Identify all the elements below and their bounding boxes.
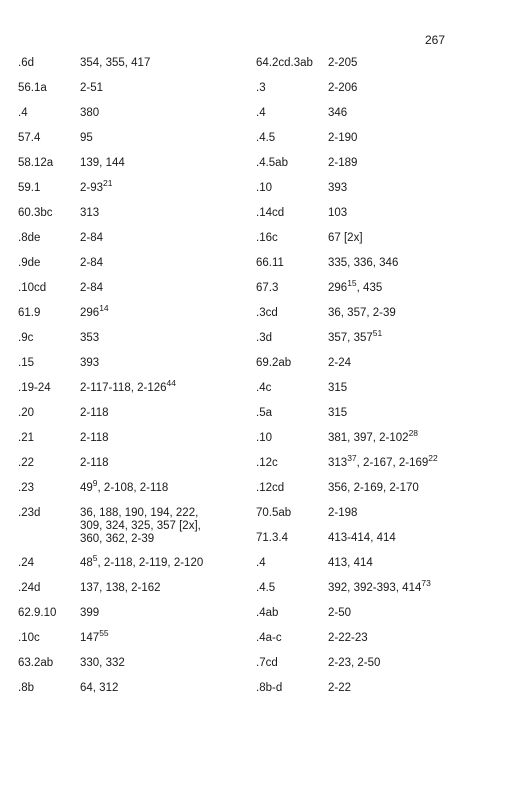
index-key: .3 — [256, 82, 266, 94]
index-references: 354, 355, 417 — [80, 57, 151, 69]
index-references: 36, 188, 190, 194, 222, 309, 324, 325, 357 [2x], 360, 362, 2-39 — [80, 507, 201, 545]
index-entry — [18, 257, 258, 282]
index-references: 2-84 — [80, 282, 104, 294]
index-key: .4ab — [256, 607, 279, 619]
right-index-column — [256, 57, 496, 707]
index-key: .4 — [256, 557, 266, 569]
index-references: 2-190 — [328, 132, 358, 144]
footnote-marker: 5 — [92, 553, 98, 563]
index-entry — [18, 682, 258, 707]
index-entry — [18, 628, 258, 657]
index-key: .4 — [18, 107, 28, 119]
index-references: 2-118 — [80, 407, 109, 419]
index-references: 357, $357^{51}$ — [328, 328, 383, 344]
footnote-marker: 51 — [372, 328, 383, 338]
index-key: .3cd — [256, 307, 278, 319]
index-references: $49^9$, 2-108, 2-118 — [80, 478, 169, 494]
index-entry — [256, 407, 496, 432]
index-entry — [18, 457, 258, 482]
footnote-marker: 15 — [347, 278, 357, 288]
index-references: 2-117-118, $2-126^{44}$ — [80, 378, 176, 394]
index-references: 2-118 — [80, 457, 109, 469]
index-entry — [18, 232, 258, 257]
index-entry — [18, 478, 258, 507]
index-entry — [256, 207, 496, 232]
index-key: 61.9 — [18, 307, 41, 319]
page-number: 267 — [425, 33, 446, 47]
index-references: 137, 138, 2-162 — [80, 582, 161, 594]
footnote-marker: 21 — [103, 178, 113, 188]
index-entry — [256, 632, 496, 657]
index-entry — [18, 57, 258, 82]
index-key: 69.2ab — [256, 357, 292, 369]
index-references: 2-23, 2-50 — [328, 657, 381, 669]
index-references: 313 — [80, 207, 100, 219]
index-entry — [256, 82, 496, 107]
index-entry — [18, 282, 258, 307]
index-references: 393 — [328, 182, 348, 194]
index-entry — [256, 257, 496, 282]
index-references: 2-22 — [328, 682, 352, 694]
index-references: 67 [2x] — [328, 232, 363, 244]
index-entry — [256, 278, 496, 307]
index-entry — [256, 532, 496, 557]
index-key: 70.5ab — [256, 507, 292, 519]
index-key: 58.12a — [18, 157, 54, 169]
index-key: .4.5 — [256, 582, 276, 594]
index-references: 413-414, 414 — [328, 532, 396, 544]
footnote-marker: 44 — [166, 378, 176, 388]
index-references: 335, 336, 346 — [328, 257, 399, 269]
index-references: 2-205 — [328, 57, 358, 69]
index-entry — [256, 657, 496, 682]
index-key: .21 — [18, 432, 34, 444]
index-references: 315 — [328, 382, 348, 394]
index-key: 71.3.4 — [256, 532, 288, 544]
index-key: .24d — [18, 582, 41, 594]
index-references: 95 — [80, 132, 93, 144]
index-references: 330, 332 — [80, 657, 125, 669]
index-key: .4a-c — [256, 632, 282, 644]
index-key: .6d — [18, 57, 34, 69]
index-entry — [256, 107, 496, 132]
index-references: 413, 414 — [328, 557, 373, 569]
index-references: 2-24 — [328, 357, 352, 369]
index-references: 2-206 — [328, 82, 358, 94]
index-entry — [18, 107, 258, 132]
index-key: .16c — [256, 232, 278, 244]
index-references: 2-198 — [328, 507, 358, 519]
index-entry — [256, 57, 496, 82]
index-references: 381, 397, $2-102^{28}$ — [328, 428, 419, 444]
index-key: .9c — [18, 332, 34, 344]
index-key: .15 — [18, 357, 34, 369]
index-key: .23d — [18, 507, 41, 519]
index-references: 393 — [80, 357, 100, 369]
index-entry — [256, 507, 496, 532]
index-entry — [18, 407, 258, 432]
index-entry — [18, 553, 258, 582]
index-entry — [256, 157, 496, 182]
index-entry — [18, 332, 258, 357]
index-references: $296^{14}$ — [80, 303, 109, 319]
index-entry — [18, 607, 258, 632]
index-key: .4 — [256, 107, 266, 119]
footnote-marker: 37 — [347, 453, 357, 463]
index-key: .22 — [18, 457, 34, 469]
index-entry — [18, 157, 258, 182]
index-key: .4.5ab — [256, 157, 288, 169]
index-key: 66.11 — [256, 257, 284, 269]
index-key: .9de — [18, 257, 41, 269]
index-key: .10 — [256, 432, 272, 444]
index-key: .24 — [18, 557, 34, 569]
index-entry — [18, 378, 258, 407]
index-entry — [256, 682, 496, 707]
index-key: .10c — [18, 632, 40, 644]
index-key: .8b — [18, 682, 34, 694]
footnote-marker: 28 — [408, 428, 419, 438]
index-key: .23 — [18, 482, 34, 494]
index-key: .8de — [18, 232, 41, 244]
index-entry — [256, 328, 496, 357]
index-key: .12c — [256, 457, 278, 469]
index-key: 60.3bc — [18, 207, 53, 219]
index-entry — [18, 82, 258, 107]
index-references: 139, 144 — [80, 157, 125, 169]
footnote-marker: 9 — [92, 478, 98, 488]
index-references: $2-93^{21}$ — [80, 178, 113, 194]
index-entry — [256, 132, 496, 157]
index-key: .19-24 — [18, 382, 51, 394]
index-entry — [18, 357, 258, 382]
index-entry — [256, 357, 496, 382]
index-entry — [256, 428, 496, 457]
index-entry — [18, 657, 258, 682]
index-key: .12cd — [256, 482, 285, 494]
index-references: $147^{55}$ — [80, 628, 109, 644]
index-key: .3d — [256, 332, 272, 344]
index-references: 353 — [80, 332, 100, 344]
index-key: .4c — [256, 382, 272, 394]
index-key: 62.9.10 — [18, 607, 57, 619]
index-entry — [256, 578, 496, 607]
index-entry — [256, 182, 496, 207]
index-references: 36, 357, 2-39 — [328, 307, 396, 319]
index-key: 57.4 — [18, 132, 41, 144]
index-entry — [18, 178, 258, 207]
footnote-marker: 55 — [99, 628, 109, 638]
index-entry — [256, 232, 496, 257]
index-references: 356, 2-169, 2-170 — [328, 482, 419, 494]
index-key: .10 — [256, 182, 272, 194]
footnote-marker: 14 — [99, 303, 109, 313]
index-key: .8b-d — [256, 682, 283, 694]
index-references: 103 — [328, 207, 348, 219]
footnote-marker: 73 — [421, 578, 431, 588]
index-entry — [18, 582, 258, 607]
index-key: 67.3 — [256, 282, 279, 294]
index-entry — [256, 607, 496, 632]
index-key: 59.1 — [18, 182, 41, 194]
index-references: $313^{37}$, 2-167, $2-169^{22}$ — [328, 453, 438, 469]
index-entry — [256, 557, 496, 582]
index-entry — [256, 382, 496, 407]
left-index-column — [18, 57, 258, 707]
index-key: .7cd — [256, 657, 278, 669]
index-references: 2-118 — [80, 432, 109, 444]
index-references: 2-50 — [328, 607, 352, 619]
index-references: 2-84 — [80, 232, 104, 244]
index-references: 399 — [80, 607, 100, 619]
index-key: 56.1a — [18, 82, 47, 94]
footnote-marker: 22 — [428, 453, 438, 463]
index-entry — [18, 432, 258, 457]
index-key: 63.2ab — [18, 657, 54, 669]
index-references: $296^{15}$, 435 — [328, 278, 383, 294]
index-references: $48^5$, 2-118, 2-119, 2-120 — [80, 553, 204, 569]
index-references: 64, 312 — [80, 682, 119, 694]
index-references: 2-51 — [80, 82, 104, 94]
index-key: .10cd — [18, 282, 47, 294]
index-key: .5a — [256, 407, 272, 419]
index-entry — [18, 507, 258, 557]
index-references: 2-189 — [328, 157, 358, 169]
index-entry — [18, 303, 258, 332]
index-entry — [18, 132, 258, 157]
index-key: .20 — [18, 407, 34, 419]
index-references: 346 — [328, 107, 348, 119]
index-key: .4.5 — [256, 132, 276, 144]
index-references: 2-22-23 — [328, 632, 368, 644]
index-entry — [256, 482, 496, 507]
index-references: 2-84 — [80, 257, 104, 269]
index-entry — [256, 453, 496, 482]
index-key: .14cd — [256, 207, 285, 219]
index-references: 392, 392-393, $414^{73}$ — [328, 578, 431, 594]
index-references: 315 — [328, 407, 348, 419]
index-references: 380 — [80, 107, 100, 119]
index-entry — [18, 207, 258, 232]
index-key: 64.2cd.3ab — [256, 57, 313, 69]
